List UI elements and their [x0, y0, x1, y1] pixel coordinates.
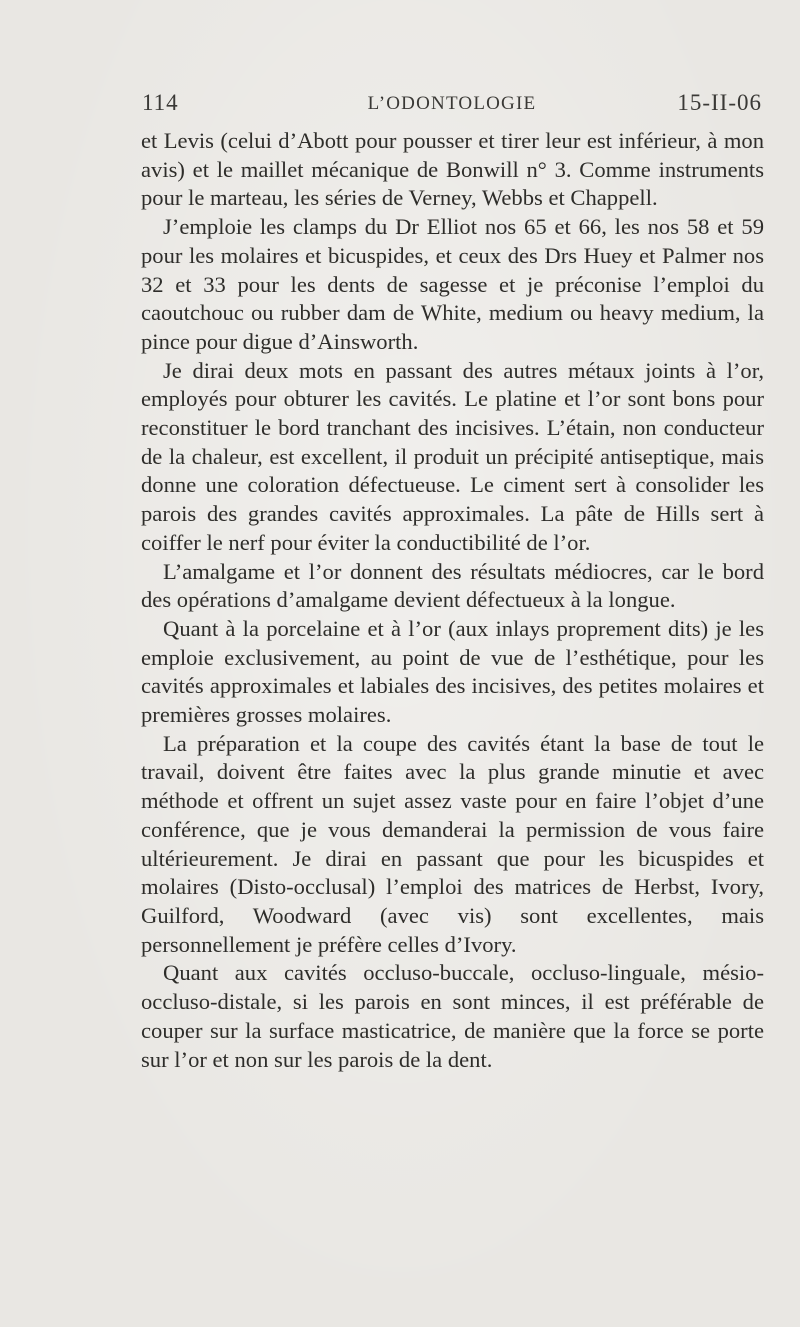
- paragraph: Quant à la porcelaine et à l’or (aux inlays proprement dits) je les emploie exclusivement, au point de vue de l’esthétique, pour les cavités approximales et labiales des incisives, des petites molaires et premières grosses molaires.: [141, 615, 764, 728]
- issue-date: 15-II-06: [677, 90, 762, 115]
- paragraph: et Levis (celui d’Abott pour pousser et tirer leur est inférieur, à mon avis) et le maillet mécanique de Bonwill n° 3. Comme instruments pour le marteau, les séries de Verney, Webbs et Chappell.: [141, 128, 764, 211]
- page-number: 114: [142, 90, 179, 115]
- running-header: [142, 90, 762, 122]
- paragraph: L’amalgame et l’or donnent des résultats médiocres, car le bord des opérations d’amalgame devient défectueux à la longue.: [141, 558, 764, 613]
- body-text: [141, 127, 764, 1074]
- paragraph: La préparation et la coupe des cavités étant la base de tout le travail, doivent être faites avec la plus grande minutie et avec méthode et offrent un sujet assez vaste pour en faire l’objet d’une conférence, que je vous demanderai la permission de vous faire ultérieurement. Je dirai en passant que pour les bicuspides et molaires (Disto-occlusal) l’emploi des matrices de Herbst, Ivory, Guilford, Woodward (avec vis) sont excellentes, mais personnellement je préfère celles d’Ivory.: [141, 730, 764, 957]
- paragraph: Je dirai deux mots en passant des autres métaux joints à l’or, employés pour obturer les cavités. Le platine et l’or sont bons pour reconstituer le bord tranchant des incisives. L’étain, non conducteur de la chaleur, est excellent, il produit un précipité antiseptique, mais donne une coloration défectueuse. Le ciment sert à consolider les parois des grandes cavités approximales. La pâte de Hills sert à coiffer le nerf pour éviter la conductibilité de l’or.: [141, 357, 764, 555]
- paragraph: Quant aux cavités occluso-buccale, occluso-linguale, mésio-occluso-distale, si les parois en sont minces, il est préférable de couper sur la surface masticatrice, de manière que la force se porte sur l’or et non sur les parois de la dent.: [141, 960, 764, 1072]
- paragraph: J’emploie les clamps du Dr Elliot nos 65 et 66, les nos 58 et 59 pour les molaires et bicuspides, et ceux des Drs Huey et Palmer nos 32 et 33 pour les dents de sagesse et je préconise l’emploi du caoutchouc ou rubber dam de White, medium ou heavy medium, la pince pour digue d’Ainsworth.: [141, 214, 764, 354]
- running-title: L’ODONTOLOGIE: [367, 93, 537, 114]
